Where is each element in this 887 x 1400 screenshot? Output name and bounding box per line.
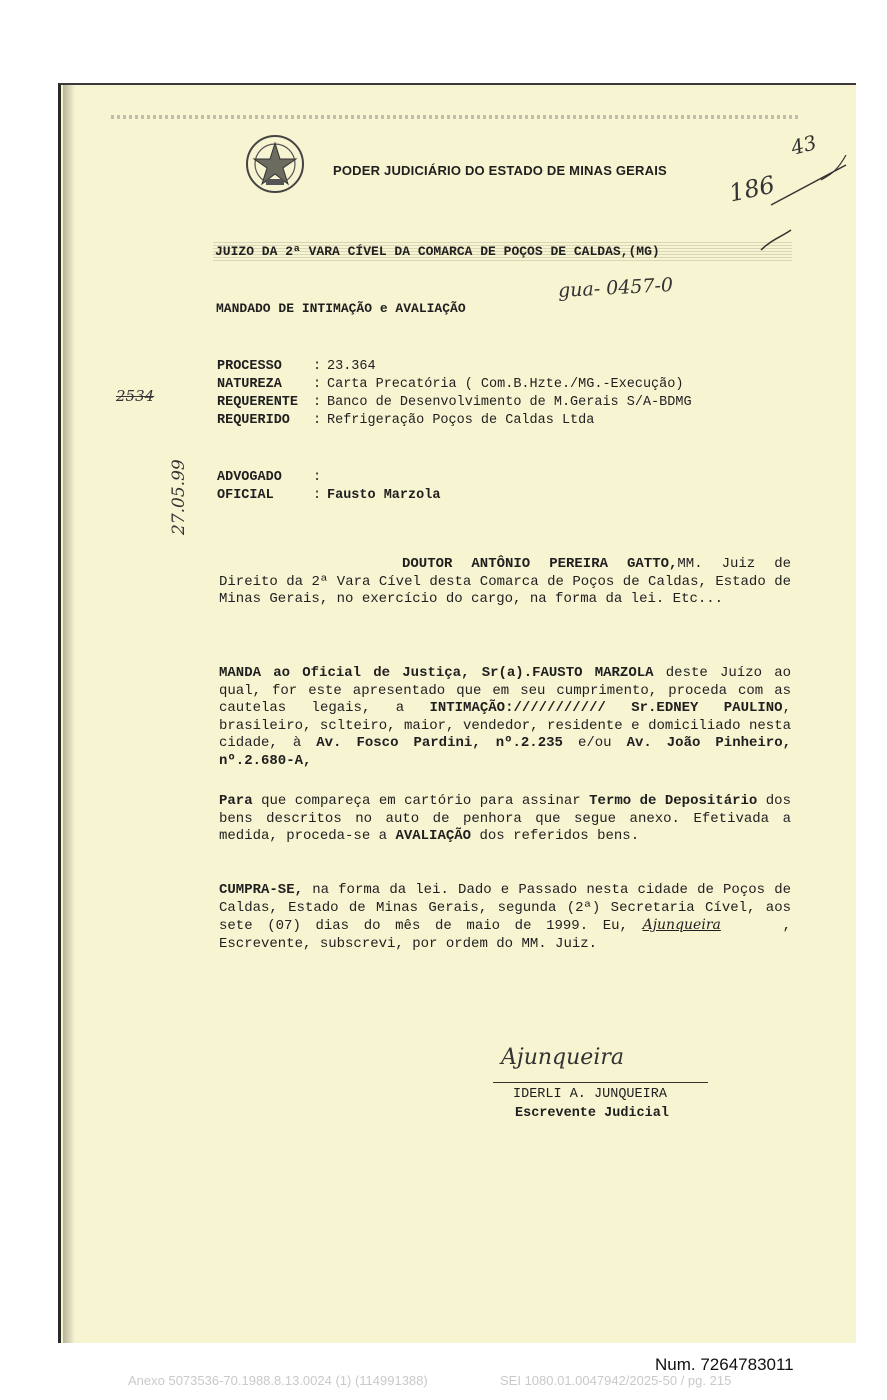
- purpose-term: Termo de Depositário: [589, 793, 758, 809]
- defendant-value: Refrigeração Poços de Caldas Ltda: [327, 413, 595, 428]
- nature-value: Carta Precatória ( Com.B.Hzte./MG.-Execução): [327, 377, 684, 392]
- defendant-row: REQUERIDO : Refrigeração Poços de Caldas Ltda: [217, 413, 595, 428]
- court-header: PODER JUDICIÁRIO DO ESTADO DE MINAS GERAIS: [333, 163, 667, 178]
- order-text-3: e/ou: [577, 735, 612, 751]
- footer-document-number: Num. 7264783011: [655, 1355, 794, 1374]
- officer-row: OFICIAL : Fausto Marzola: [217, 488, 441, 503]
- judge-name: DOUTOR ANTÔNIO PEREIRA GATTO,: [402, 556, 678, 572]
- process-row: PROCESSO : 23.364: [217, 359, 376, 374]
- coat-of-arms-seal: [244, 133, 306, 195]
- handwritten-reference: gua- 0457-0: [557, 274, 674, 302]
- purpose-text-3: dos referidos bens.: [479, 828, 640, 844]
- scanned-page: [58, 83, 856, 1343]
- lawyer-row: ADVOGADO :: [217, 470, 322, 485]
- order-address-2: Av. João Pinheiro, nº.2.680-A,: [219, 735, 792, 769]
- signature-scribble: Ajunqueira: [501, 1045, 624, 1070]
- footer-sei-reference: SEI 1080.01.0047942/2025-50 / pg. 215: [500, 1373, 732, 1388]
- closing-paragraph: [219, 882, 791, 953]
- officer-value: Fausto Marzola: [327, 488, 441, 503]
- judge-paragraph: [219, 556, 791, 609]
- purpose-avaliacao: AVALIAÇÃO: [395, 828, 472, 844]
- signatory-role: Escrevente Judicial: [515, 1106, 669, 1121]
- plaintiff-label: REQUERENTE: [217, 395, 299, 410]
- closing-text: na forma da lei. Dado e Passado nesta cidade de Poços de Caldas, Estado de Minas Gerais, segunda (2ª) Secretaria Cível, aos sete (07) dias do mês de maio de 1999. Eu,: [219, 882, 791, 934]
- process-value: 23.364: [327, 359, 376, 374]
- order-intimacao: INTIMAÇÃO://///////// Sr.EDNEY PAULINO: [429, 700, 783, 716]
- order-text-1: deste Juízo ao qual, for este apresentado que em seu cumprimento, proceda com as cautelas legais, a: [219, 665, 792, 716]
- purpose-paragraph: [219, 793, 791, 846]
- officer-label: OFICIAL: [217, 488, 274, 503]
- plaintiff-row: REQUERENTE : Banco de Desenvolvimento de M.Gerais S/A-BDMG: [217, 395, 692, 410]
- court-division: JUIZO DA 2ª VARA CÍVEL DA COMARCA DE POÇOS DE CALDAS,(MG): [213, 242, 792, 261]
- handwritten-page-number: 186: [726, 170, 778, 208]
- document-title: MANDADO DE INTIMAÇÃO e AVALIAÇÃO: [216, 301, 466, 316]
- signatory-name: IDERLI A. JUNQUEIRA: [513, 1087, 667, 1102]
- signature-line: [493, 1082, 708, 1083]
- order-lead: MANDA ao Oficial de Justiça, Sr(a).FAUSTO MARZOLA: [219, 665, 654, 681]
- closing-lead: CUMPRA-SE,: [219, 882, 304, 898]
- order-address-1: Av. Fosco Pardini, nº.2.235: [316, 735, 563, 751]
- judge-text: MM. Juiz de Direito da 2ª Vara Cível desta Comarca de Poços de Caldas, Estado de Minas Gerais, no exercício do cargo, na forma da lei. Etc...: [219, 556, 791, 607]
- purpose-text-1: que compareça em cartório para assinar: [261, 793, 581, 809]
- handwritten-side-date: 27.05.99: [169, 459, 189, 535]
- handwritten-marks: [751, 145, 861, 255]
- order-paragraph: [219, 665, 791, 770]
- purpose-text-2: dos bens descritos no auto de penhora que segue anexo. Efetivada a medida, proceda-se a: [219, 793, 791, 844]
- nature-row: NATUREZA : Carta Precatória ( Com.B.Hzte./MG.-Execução): [217, 377, 684, 392]
- nature-label: NATUREZA: [217, 377, 282, 392]
- process-label: PROCESSO: [217, 359, 282, 374]
- defendant-label: REQUERIDO: [217, 413, 290, 428]
- header-rule: [111, 115, 801, 119]
- footer-annex-reference: Anexo 5073536-70.1988.8.13.0024 (1) (114991388): [128, 1373, 428, 1388]
- handwritten-fraction: 43: [788, 130, 820, 160]
- order-text-2: , brasileiro, sclteiro, maior, vendedor, residente e domiciliado nesta cidade, à: [219, 700, 791, 751]
- plaintiff-value: Banco de Desenvolvimento de M.Gerais S/A-BDMG: [327, 395, 692, 410]
- closing-inline-signature: Ajunqueira: [642, 917, 721, 933]
- handwritten-side-number: 2534: [116, 387, 155, 405]
- closing-tail: , Escrevente, subscrevi, por ordem do MM. Juiz.: [219, 918, 791, 952]
- lawyer-label: ADVOGADO: [217, 470, 282, 485]
- purpose-lead: Para: [219, 793, 253, 809]
